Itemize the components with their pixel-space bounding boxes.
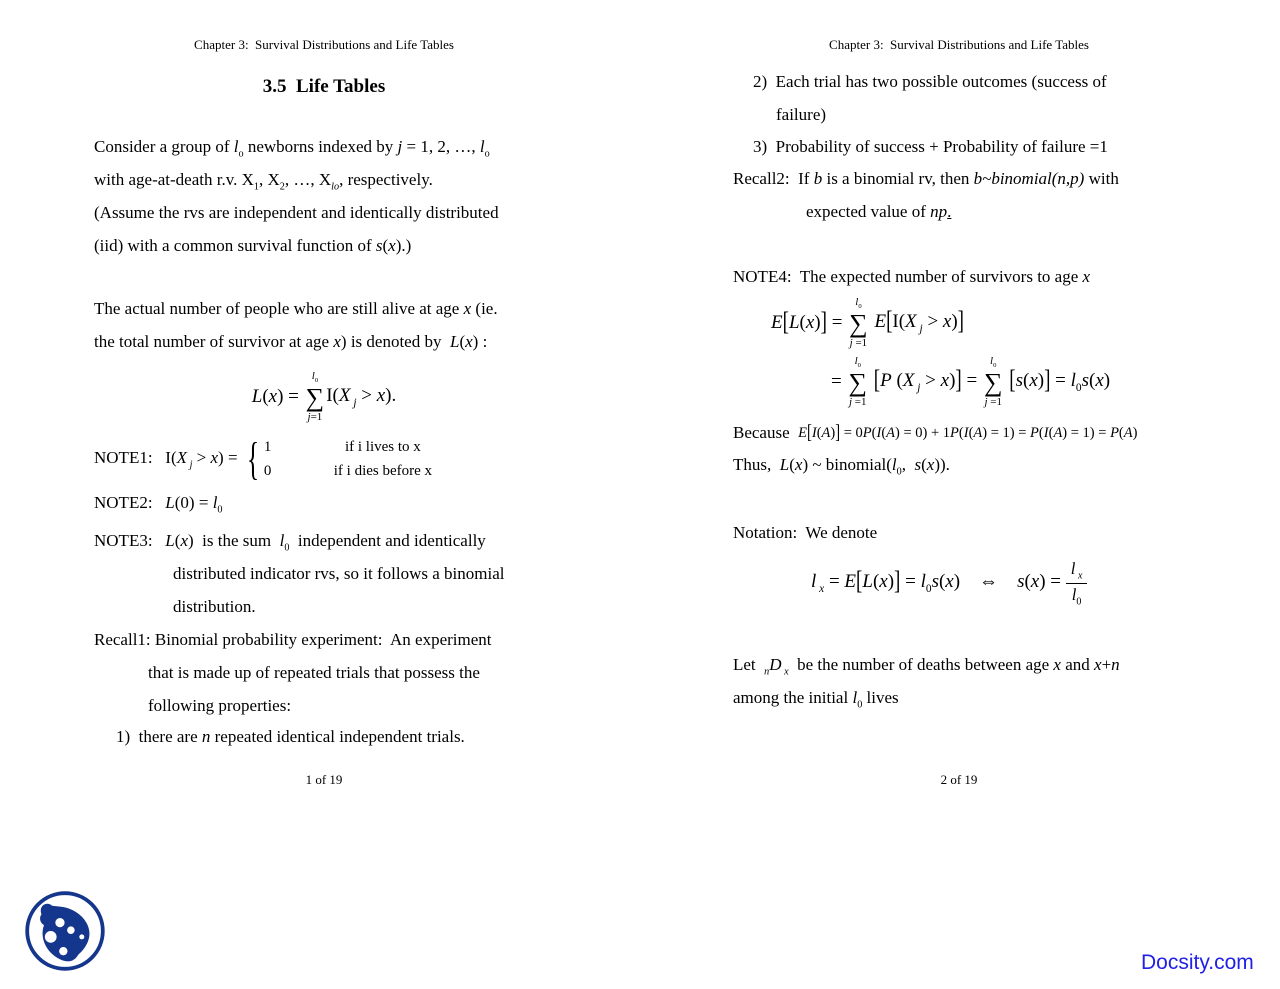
body-line: Let $_n$D $_x$ be the number of deaths between age x and x+n	[733, 655, 1120, 678]
formula-expected-survivors-1: E[L(x)] = $l_0$ ∑ j =1 E[I(X $_j$ > x)]	[771, 295, 964, 350]
list-item-1: 1) there are n repeated identical independent trials.	[116, 727, 465, 746]
because-formula: E[I(A)] = 0P(I(A) = 0) + 1P(I(A) = 1) = P(I(A) = 1) = P(A)	[798, 421, 1138, 444]
thus-line: Thus, L(x) ~ $binomial(l_0$, s(x)).	[733, 455, 950, 478]
list-item-2	[733, 65, 1107, 131]
because-line	[733, 420, 1137, 446]
page-1	[94, 0, 554, 989]
body-line: expected value of np.	[806, 202, 952, 221]
note3-block	[94, 524, 504, 623]
paragraph-consider-group	[94, 130, 499, 262]
recall2-block	[733, 162, 1119, 228]
page-1-number: 1 of 19	[305, 772, 343, 787]
notation-line: Notation: We denote	[733, 523, 878, 542]
body-line: (Assume the rvs are independent and identically distributed	[94, 203, 499, 222]
page-1-running-header: Chapter 3: Survival Distributions and Life Tables	[194, 37, 454, 52]
body-line: Recall1: Binomial probability experiment: An experiment	[94, 630, 492, 649]
body-line: 2) Each trial has two possible outcomes (success of	[753, 72, 1107, 91]
formula-lx-notation: l $_x = E[L(x)] = l_0s(x)$ ⇔ s(x) = $\frac{l _x}{l_0}$	[733, 553, 1087, 613]
section-title: 3.5 Life Tables	[262, 76, 386, 97]
body-line: Consider a group of $l_o$ newborns indexed by j = 1, 2, …, $l_o$	[94, 137, 490, 160]
list-item-3: 3) Probability of success + Probability of failure =1	[753, 137, 1108, 156]
body-line: following properties:	[148, 696, 292, 715]
page-2-number: 2 of 19	[940, 772, 978, 787]
body-line: NOTE3: L(x) is the sum $l_0$ independent and identically	[94, 531, 486, 554]
body-line: distributed indicator rvs, so it follows a binomial	[173, 564, 505, 583]
body-line: failure)	[776, 105, 827, 124]
note4-line: NOTE4: The expected number of survivors to age x	[733, 267, 1091, 286]
body-line: the total number of survivor at age x) is denoted by L(x) :	[94, 332, 488, 351]
body-line: among the initial $l_0$ lives	[733, 688, 899, 711]
page-2-running-header: Chapter 3: Survival Distributions and Life Tables	[829, 37, 1089, 52]
docsity-link[interactable]: Docsity.com	[1141, 951, 1254, 974]
body-line: that is made up of repeated trials that possess the	[148, 663, 480, 682]
body-line: with age-at-death r.v. $X_1$, $X_2$, …, $X_{lo}$, respectively.	[94, 170, 433, 193]
docsity-logo-icon	[23, 889, 107, 973]
paragraph-actual-number	[94, 292, 498, 358]
recall1-block	[94, 623, 492, 722]
because-label: Because	[733, 423, 799, 442]
let-deaths-block	[733, 648, 1120, 714]
body-line: The actual number of people who are still alive at age x (ie.	[94, 299, 498, 318]
body-line: Recall2: If b is a binomial rv, then b~binomial(n,p) with	[733, 169, 1119, 188]
page-2	[733, 0, 1185, 989]
formula-expected-survivors-2: = $l_0$ ∑ j =1 [P (X $_j$ > x)] = $l_0$ ∑ j =1 $[s(x)] = l_0s(x)$	[831, 354, 1111, 409]
formula-Lx-sum-indicator: L(x) = $l_0$ ∑ j=1 I(X $_j$ > x).	[251, 369, 397, 424]
note2-L0: NOTE2: $L(0) = l_0$	[94, 493, 223, 516]
body-line: distribution.	[173, 597, 256, 616]
body-line: (iid) with a common survival function of s(x).)	[94, 236, 412, 255]
note1-indicator-cases: NOTE1: I(X $_j$ > x) = { 1 if i lives to x 0 if i dies before x	[94, 433, 433, 484]
